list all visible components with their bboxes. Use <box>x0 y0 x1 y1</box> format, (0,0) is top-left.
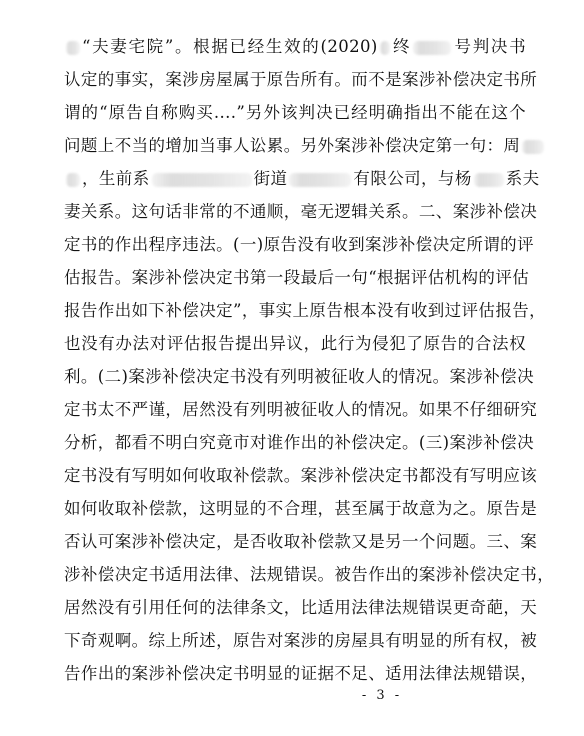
redaction-mark <box>152 173 252 187</box>
text-line-20: 告作出的案涉补偿决定书明显的证据不足、适用法律法规错误， <box>64 664 538 683</box>
text-line-9: 报告作出如下补偿决定”，事实上原告根本没有收到过评估报告， <box>64 301 547 320</box>
text-line-7: 定书的作出程序违法。(一)原告没有收到案涉补偿决定所谓的评 <box>64 235 534 254</box>
text-line-15: 如何收取补偿款，这明显的不合理，甚至属于故意为之。原告是 <box>64 499 538 518</box>
redaction-mark <box>289 173 351 187</box>
redaction-mark <box>380 41 390 55</box>
text-line-2: 认定的事实，案涉房屋属于原告所有。而不是案涉补偿决定书所 <box>64 70 538 89</box>
text-line-12: 定书太不严谨，居然没有列明被征收人的情况。如果不仔细研究 <box>64 400 538 419</box>
text-line-5: ，生前系 街道 有限公司，与杨 系夫 <box>64 162 526 195</box>
redaction-mark <box>413 41 451 55</box>
text-line-13: 分析，都看不明白究竟市对谁作出的补偿决定。(三)案涉补偿决 <box>64 433 534 452</box>
text-line-16: 否认可案涉补偿决定，是否收取补偿款又是另一个问题。三、案 <box>64 532 538 551</box>
text-line-8: 估报告。案涉补偿决定书第一段最后一句“根据评估机构的评估 <box>64 268 530 287</box>
redaction-mark <box>474 173 504 187</box>
text-line-4: 问题上不当的增加当事人讼累。另外案涉补偿决定第一句：周 <box>64 129 526 162</box>
text-line-14: 定书没有写明如何收取补偿款。案涉补偿决定书都没有写明应该 <box>64 466 538 485</box>
redaction-mark <box>66 41 80 55</box>
text-line-3: 谓的“原告自称购买....”另外该判决已经明确指出不能在这个 <box>64 103 526 122</box>
text-line-6: 妻关系。这句话非常的不通顺，毫无逻辑关系。二、案涉补偿决 <box>64 202 538 221</box>
text-line-10: 也没有办法对评估报告提出异议，此行为侵犯了原告的合法权 <box>64 334 526 353</box>
page-number: - 3 - <box>361 688 403 703</box>
text-line-18: 居然没有引用任何的法律条文，比适用法律法规错误更奇葩，天 <box>64 598 538 617</box>
document-body <box>64 30 555 690</box>
text-line-11: 利。(二)案涉补偿决定书没有列明被征收人的情况。案涉补偿决 <box>64 367 534 386</box>
redaction-mark <box>66 173 80 187</box>
text-line-17: 涉补偿决定书适用法律、法规错误。被告作出的案涉补偿决定书， <box>64 565 555 584</box>
redaction-mark <box>522 140 544 154</box>
text-line-1: “夫妻宅院”。根据已经生效的(2020) 终 号判决书 <box>64 30 526 63</box>
text-line-19: 下奇观啊。综上所述，原告对案涉的房屋具有明显的所有权，被 <box>64 631 538 650</box>
